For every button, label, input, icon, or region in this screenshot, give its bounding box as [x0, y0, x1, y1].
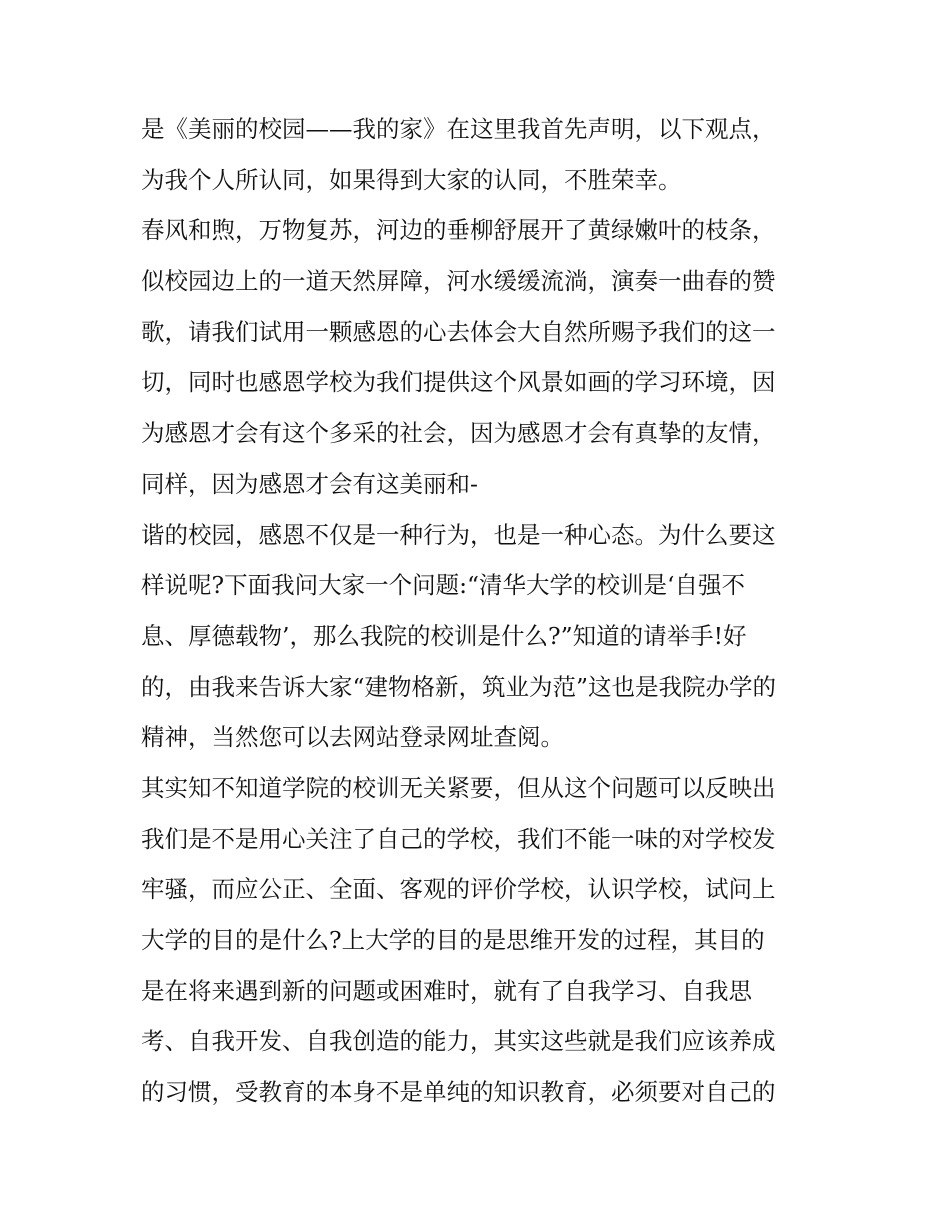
text-line: 大学的目的是什么?上大学的目的是思维开发的过程，其目的 [141, 926, 765, 954]
text-line: 是《美丽的校园——我的家》在这里我首先声明，以下观点， [141, 115, 776, 143]
text-line: 精神，当然您可以去网站登录网址查阅。 [141, 723, 564, 752]
text-line: 似校园边上的一道天然屏障，河水缓缓流淌，演奏一曲春的赞 [141, 267, 776, 296]
text-line: 为我个人所认同，如果得到大家的认同，不胜荣幸。 [141, 165, 682, 194]
text-line: 考、自我开发、自我创造的能力，其实这些就是我们应该养成 [141, 1027, 776, 1056]
text-line: 同样，因为感恩才会有这美丽和- [141, 469, 478, 498]
text-line: 春风和煦，万物复苏，河边的垂柳舒展开了黄绿嫩叶的枝条， [141, 216, 776, 245]
text-line: 的习惯，受教育的本身不是单纯的知识教育，必须要对自己的 [141, 1078, 776, 1107]
body-text [141, 104, 813, 1118]
text-line: 的，由我来告诉大家“建物格新，筑业为范”这也是我院办学的 [141, 672, 777, 701]
text-line: 我们是不是用心关注了自己的学校，我们不能一味的对学校发 [141, 824, 776, 853]
text-line: 样说呢?下面我问大家一个问题:“清华大学的校训是‘自强不 [141, 571, 745, 600]
text-line: 谐的校园，感恩不仅是一种行为，也是一种心态。为什么要这 [141, 520, 776, 549]
text-line: 为感恩才会有这个多采的社会，因为感恩才会有真挚的友情， [141, 419, 776, 448]
text-line: 牢骚，而应公正、全面、客观的评价学校，认识学校，试问上 [141, 875, 776, 904]
text-line: 是在将来遇到新的问题或困难时，就有了自我学习、自我思 [141, 976, 752, 1005]
text-line: 息、厚德载物’，那么我院的校训是什么?”知道的请举手!好 [141, 621, 747, 650]
text-line: 其实知不知道学院的校训无关紧要，但从这个问题可以反映出 [141, 773, 776, 802]
text-line: 歌，请我们试用一颗感恩的心去体会大自然所赐予我们的这一 [141, 317, 776, 346]
text-line: 切，同时也感恩学校为我们提供这个风景如画的学习环境，因 [141, 368, 776, 397]
